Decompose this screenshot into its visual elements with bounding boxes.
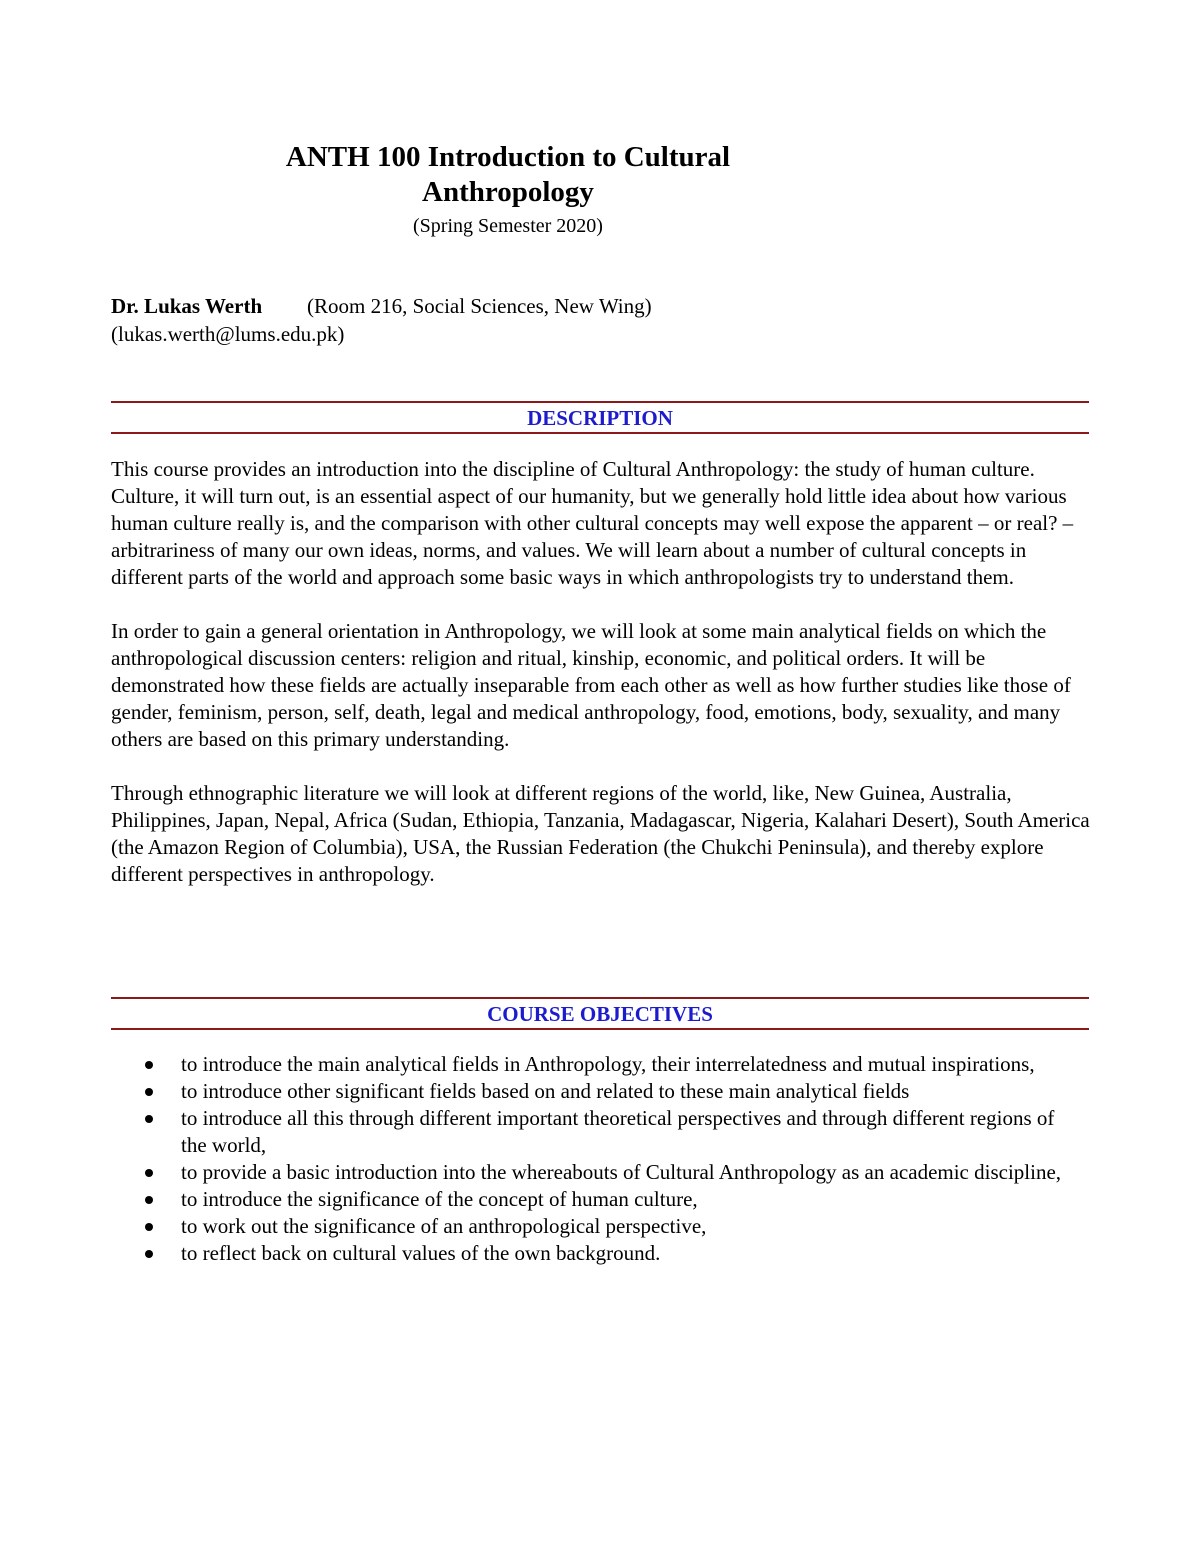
description-paragraph: Through ethnographic literature we will look at different regions of the world, like, New Guinea, Australia, Philippines, Japan, Nepal, Africa (Sudan, Ethiopia, Tanzania, Madagascar, Nigeria, Kalahari Desert), South America (the Amazon Region of Columbia), USA, the Russian Federation (the Chukchi Peninsula), and thereby explore different perspectives in anthropology.	[111, 781, 1090, 886]
description-body	[111, 456, 1091, 915]
objective-text: to work out the significance of an anthropological perspective,	[181, 1214, 707, 1238]
instructor-office: (Room 216, Social Sciences, New Wing)	[307, 294, 652, 318]
description-paragraph: In order to gain a general orientation in Anthropology, we will look at some main analytical fields on which the anthropological discussion centers: religion and ritual, kinship, economic, and political orders. It will be demonstrated how these fields are actually inseparable from each other as well as how further studies like those of gender, feminism, person, self, death, legal and medical anthropology, food, emotions, body, sexuality, and many others are based on this primary understanding.	[111, 619, 1071, 751]
objectives-heading: COURSE OBJECTIVES	[111, 997, 1089, 1030]
bullet-icon	[145, 1223, 153, 1231]
bullet-icon	[145, 1061, 153, 1069]
course-title-line-1: ANTH 100 Introduction to Cultural	[285, 141, 731, 173]
instructor-line	[111, 292, 652, 320]
bullet-icon	[145, 1088, 153, 1096]
objective-item	[145, 1159, 1085, 1186]
description-paragraph: This course provides an introduction into the discipline of Cultural Anthropology: the study of human culture. Culture, it will turn out, is an essential aspect of our humanity, but we generally hold little idea about how various human culture really is, and the comparison with other cultural concepts may well expose the apparent – or real? – arbitrariness of many our own ideas, norms, and values. We will learn about a number of cultural concepts in different parts of the world and approach some basic ways in which anthropologists try to understand them.	[111, 457, 1074, 589]
bullet-icon	[145, 1250, 153, 1258]
objective-item	[145, 1213, 1085, 1240]
instructor-info	[111, 292, 652, 348]
objective-text: to introduce the main analytical fields in Anthropology, their interrelatedness and mutual inspirations,	[181, 1052, 1035, 1076]
instructor-name: Dr. Lukas Werth	[111, 294, 263, 318]
objective-item	[145, 1051, 1085, 1078]
description-heading: DESCRIPTION	[111, 401, 1089, 434]
objective-item	[145, 1240, 1085, 1267]
course-title-block	[228, 140, 788, 240]
objective-item	[145, 1186, 1085, 1213]
bullet-icon	[145, 1196, 153, 1204]
objectives-list	[145, 1051, 1085, 1267]
objective-text: to reflect back on cultural values of the own background.	[181, 1241, 661, 1265]
bullet-icon	[145, 1115, 153, 1123]
instructor-email: (lukas.werth@lums.edu.pk)	[111, 322, 345, 346]
objective-item	[145, 1078, 1085, 1105]
objective-text: to introduce the significance of the concept of human culture,	[181, 1187, 698, 1211]
bullet-icon	[145, 1169, 153, 1177]
objective-text: to introduce all this through different important theoretical perspectives and through different regions of the world,	[181, 1106, 1055, 1157]
objective-text: to introduce other significant fields based on and related to these main analytical fields	[181, 1079, 910, 1103]
course-title-line-2: Anthropology	[422, 176, 594, 208]
objective-item	[145, 1105, 1085, 1159]
semester-label: (Spring Semester 2020)	[413, 215, 603, 237]
objective-text: to provide a basic introduction into the whereabouts of Cultural Anthropology as an academic discipline,	[181, 1160, 1062, 1184]
